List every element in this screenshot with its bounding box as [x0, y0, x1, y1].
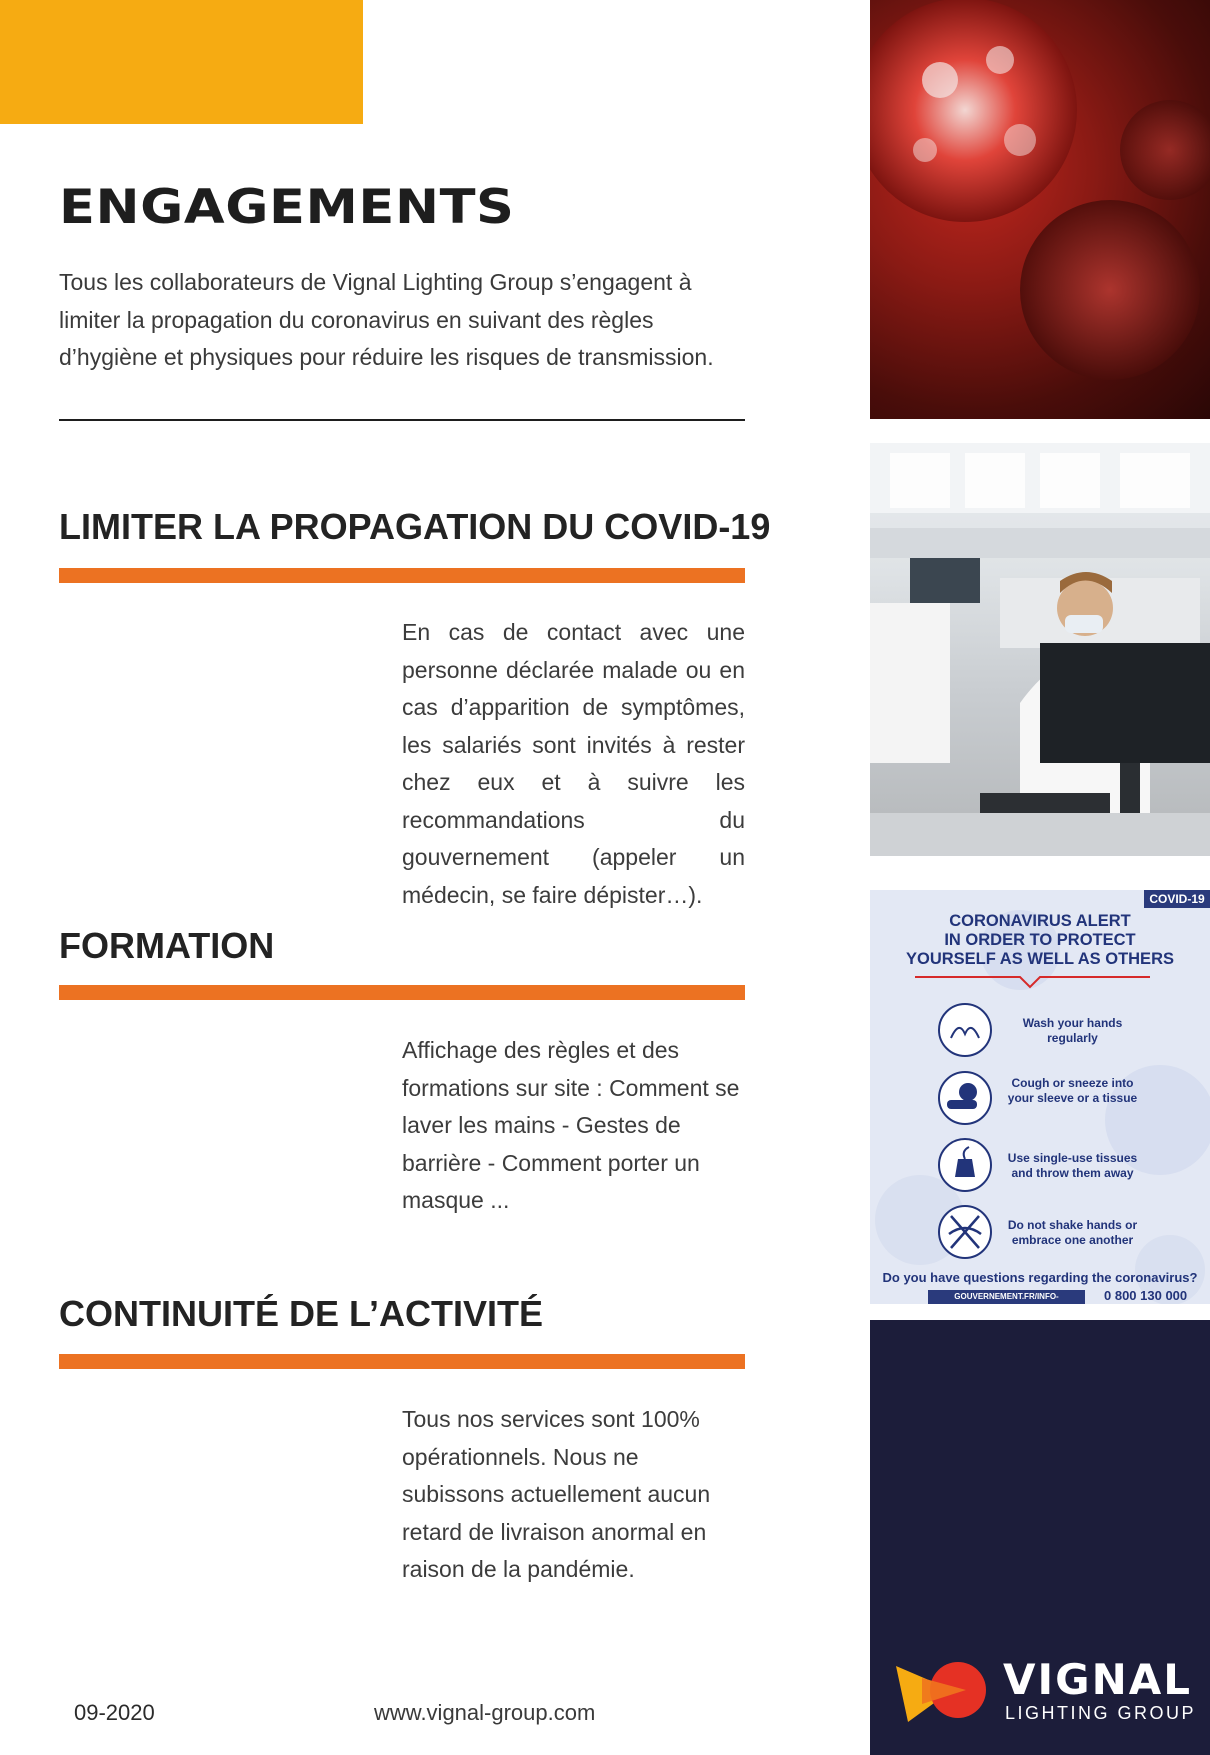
poster-heading-line3: YOURSELF AS WELL AS OTHERS: [906, 950, 1174, 968]
vignal-logo-mark: [894, 1660, 994, 1726]
cough-icon: [937, 1070, 993, 1126]
footer-date: 09-2020: [74, 1700, 155, 1725]
logo-wordmark: VIGNAL: [1003, 1655, 1193, 1704]
footer-url[interactable]: www.vignal-group.com: [374, 1700, 596, 1725]
poster-website: GOUVERNEMENT.FR/INFO-CORONAVIRUS: [928, 1290, 1085, 1304]
section-heading-formation: FORMATION: [59, 925, 275, 966]
section-heading-continuity: CONTINUITÉ DE L’ACTIVITÉ: [59, 1293, 544, 1334]
section-body-propagation: En cas de contact avec une personne déclarée malade ou en cas d’apparition de symptômes, les salariés sont invités à rester chez eux et à suivre les recommandations du gouvernement (appeler un médecin, se faire dépister…).: [402, 619, 745, 908]
office-illustration: [870, 443, 1210, 856]
page-title: ENGAGEMENTS: [59, 180, 515, 235]
yellow-accent-block: [0, 0, 363, 124]
section-bar: [59, 568, 745, 583]
section-body-continuity: Tous nos services sont 100% opérationnels. Nous ne subissons actuellement aucun retard de livraison anormal en raison de la pandémie.: [402, 1406, 711, 1582]
poster-heading-line1: CORONAVIRUS ALERT: [949, 912, 1131, 930]
virus-illustration: [870, 0, 1210, 419]
logo-subtitle: LIGHTING GROUP: [1005, 1703, 1197, 1723]
poster-heading-line2: IN ORDER TO PROTECT: [944, 931, 1136, 949]
virus-photo: [870, 0, 1210, 419]
tissue-icon: [937, 1137, 993, 1193]
section-body-formation: Affichage des règles et des formations sur site : Comment se laver les mains - Gestes de barrière - Comment porter un masque ...: [402, 1037, 740, 1213]
handwash-icon: [937, 1002, 993, 1058]
poster-question: Do you have questions regarding the coronavirus?: [882, 1270, 1198, 1285]
poster-heading: [870, 912, 1210, 969]
poster-item-cough: Cough or sneeze into your sleeve or a tissue: [1007, 1076, 1138, 1105]
office-photo: [870, 443, 1210, 856]
no-handshake-icon: [937, 1204, 993, 1260]
poster-badge: COVID-19: [1144, 890, 1210, 908]
poster-item-handshake: Do not shake hands or embrace one another: [1007, 1218, 1138, 1247]
poster-phone: 0 800 130 000: [1104, 1288, 1188, 1303]
poster-item-wash: Wash your hands regularly: [1022, 1016, 1123, 1045]
poster-item-tissues: Use single-use tissues and throw them away: [1007, 1151, 1138, 1180]
divider: [59, 419, 745, 421]
section-bar: [59, 985, 745, 1000]
intro-paragraph: Tous les collaborateurs de Vignal Lighting Group s’engagent à limiter la propagation du coronavirus en suivant des règles d’hygiène et physiques pour réduire les risques de transmission.: [59, 269, 714, 370]
section-heading-propagation: LIMITER LA PROPAGATION DU COVID-19: [59, 506, 771, 547]
section-bar: [59, 1354, 745, 1369]
